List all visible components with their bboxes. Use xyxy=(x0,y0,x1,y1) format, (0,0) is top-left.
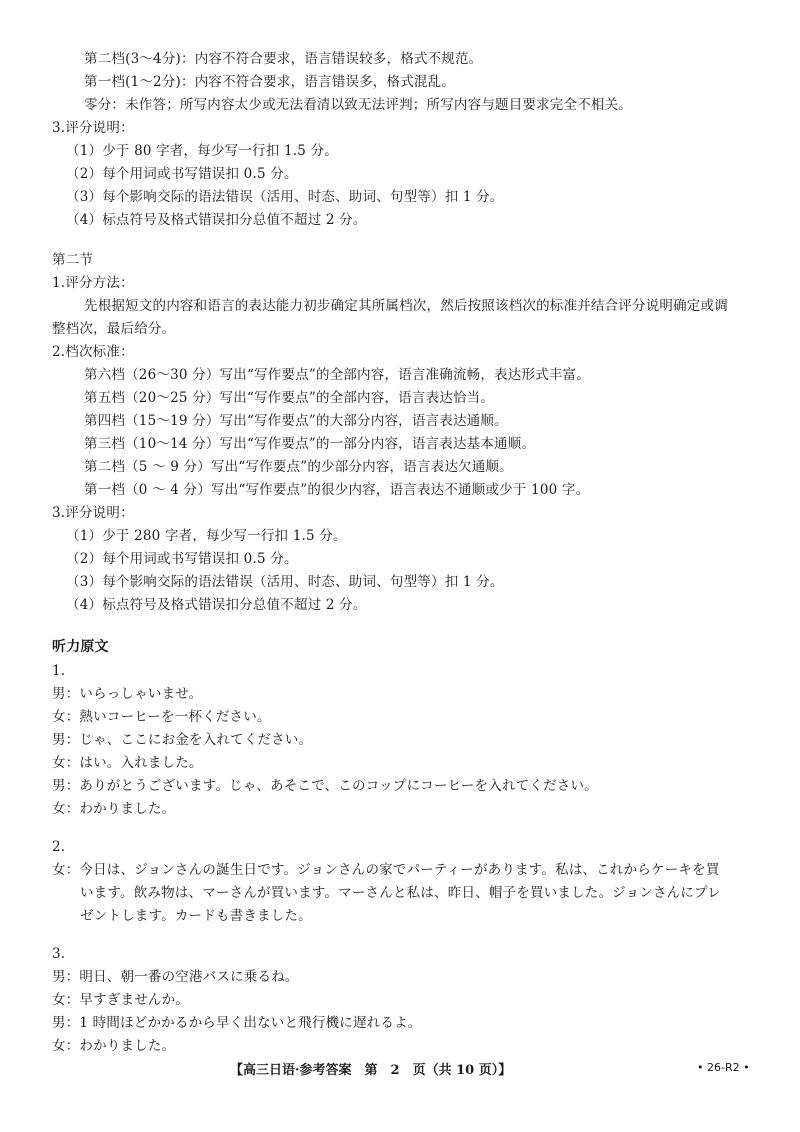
dialogue-line: 男：明日、朝一番の空港バスに乗るね。 xyxy=(52,969,299,985)
question-number: 1. xyxy=(52,663,66,679)
note-item: （4）标点符号及格式错误扣分总值不超过 2 分。 xyxy=(66,212,367,228)
method-text: 先根据短文的内容和语言的表达能力初步确定其所属档次，然后按照该档次的标准并结合评分说明确定或调 xyxy=(84,298,728,314)
note-item: （3）每个影响交际的语法错误（活用、时态、助词、句型等）扣 1 分。 xyxy=(66,189,504,205)
note-item: （2）每个用词或书写错误扣 0.5 分。 xyxy=(66,551,298,567)
question-number: 2. xyxy=(52,839,66,855)
level-item: 第四档（15～19 分）写出“写作要点”的大部分内容，语言表达通顺。 xyxy=(84,413,508,429)
question-number: 3. xyxy=(52,946,66,962)
dialogue-line-cont: ゼントします。カードも書きました。 xyxy=(80,908,312,924)
method-text-cont: 整档次，最后给分。 xyxy=(52,321,176,337)
listening-title: 听力原文 xyxy=(52,639,109,655)
note-item: （1）少于 280 字者，每少写一行扣 1.5 分。 xyxy=(66,528,347,544)
dialogue-line: 女：はい。入れました。 xyxy=(52,755,203,771)
note-item: （3）每个影响交际的语法错误（活用、时态、助词、句型等）扣 1 分。 xyxy=(66,574,504,590)
notes-heading: 3.评分说明： xyxy=(52,120,134,136)
note-item: （2）每个用词或书写错误扣 0.5 分。 xyxy=(66,166,298,182)
note-item: （4）标点符号及格式错误扣分总值不超过 2 分。 xyxy=(66,597,367,613)
dialogue-line: 男：ありがとうございます。じゃ、あそこで、このコップにコーヒーを入れてください。 xyxy=(52,778,598,794)
dialogue-line: 男：じゃ、ここにお金を入れてください。 xyxy=(52,732,313,748)
dialogue-line: 女：わかりました。 xyxy=(52,1038,176,1054)
dialogue-line: 男：いらっしゃいませ。 xyxy=(52,686,203,702)
level-item: 第二档（5 ～ 9 分）写出“写作要点”的少部分内容，语言表达欠通顺。 xyxy=(84,459,513,475)
dialogue-line: 女：わかりました。 xyxy=(52,801,176,817)
dialogue-line: 女：熱いコーヒーを一杯ください。 xyxy=(52,709,271,725)
note-item: （1）少于 80 字者，每少写一行扣 1.5 分。 xyxy=(66,143,338,159)
level-item: 第三档（10～14 分）写出“写作要点”的一部分内容，语言表达基本通顺。 xyxy=(84,436,536,452)
level-item: 第六档（26～30 分）写出“写作要点”的全部内容，语言准确流畅，表达形式丰富。 xyxy=(84,367,590,383)
tier-2-text: 第二档(3～4分)：内容不符合要求，语言错误较多，格式不规范。 xyxy=(84,51,483,67)
dialogue-line: 男：1 時間ほどかかるから早く出ないと飛行機に遅れるよ。 xyxy=(52,1015,422,1031)
page-code: • 26-R2 • xyxy=(697,1061,750,1074)
zero-score-text: 零分：未作答；所写内容太少或无法看清以致无法评判；所写内容与题目要求完全不相关。 xyxy=(84,97,632,113)
dialogue-line-cont: います。飲み物は、マーさんが買います。マーさんと私は、昨日、帽子を買いました。ジョンさんにプレ xyxy=(80,885,721,901)
levels-heading: 2.档次标准： xyxy=(52,344,134,360)
page-footer: 【高三日语·参考答案 第 2 页（共 10 页）】 xyxy=(230,1063,512,1078)
level-item: 第一档（0 ～ 4 分）写出“写作要点”的很少内容，语言表达不通顺或少于 100 字。 xyxy=(84,482,590,498)
tier-1-text: 第一档(1～2分)：内容不符合要求，语言错误多，格式混乱。 xyxy=(84,74,456,90)
level-item: 第五档（20～25 分）写出“写作要点”的全部内容，语言表达恰当。 xyxy=(84,390,495,406)
notes-heading: 3.评分说明： xyxy=(52,505,134,521)
dialogue-line: 女：早すぎませんか。 xyxy=(52,992,189,1008)
method-heading: 1.评分方法： xyxy=(52,275,134,291)
dialogue-line: 女：今日は、ジョンさんの誕生日です。ジョンさんの家でパーティーがあります。私は、これからケーキを買 xyxy=(52,862,720,878)
section-title: 第二节 xyxy=(52,252,94,268)
